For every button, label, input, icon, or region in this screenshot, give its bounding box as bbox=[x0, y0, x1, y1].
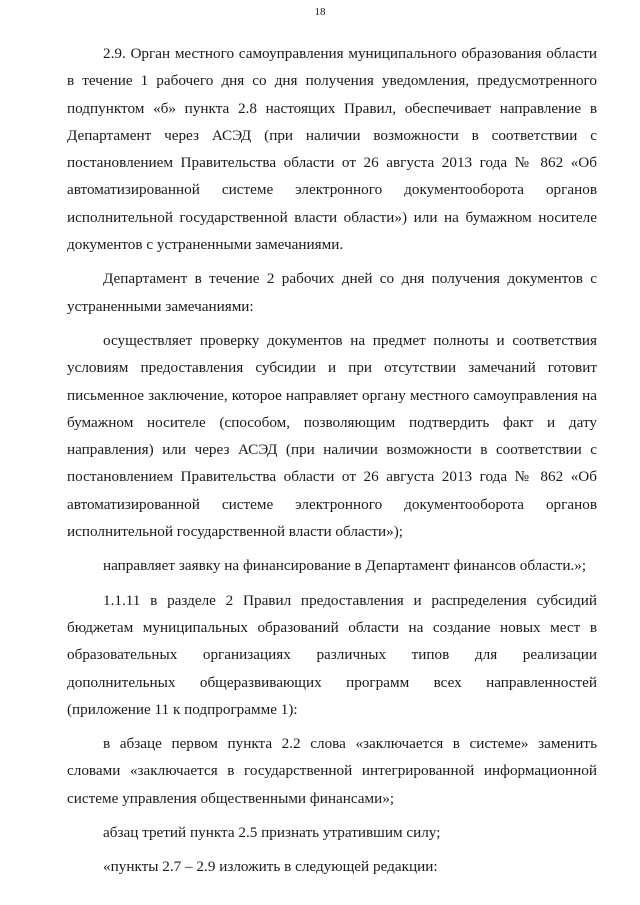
paragraph-1-1-11: 1.1.11 в разделе 2 Правил предоставления и распределения субсидий бюджетам муниципальных образований области на создание новых мест в образовательных организациях различных типов для реализации дополнительных общеразвивающих программ всех направленностей (приложение 11 к подпрограмме 1): bbox=[67, 591, 597, 718]
paragraph-check-documents: осуществляет проверку документов на предмет полноты и соответствия условиям предоставления субсидии и при отсутствии замечаний готовит письменное заключение, которое направляет органу местного самоуправления на бумажном носителе (способом, позволяющим подтвердить факт и дату направления) или через АСЭД (при наличии возможности в соответствии с постановлением Правительства области от 26 августа 2013 года № 862 «Об автоматизированной системе электронного документооборота органов исполнительной государственной власти области»); bbox=[67, 331, 597, 541]
paragraph-third-para-void: абзац третий пункта 2.5 признать утратившим силу; bbox=[103, 824, 441, 842]
paragraph-new-edition: «пункты 2.7 – 2.9 изложить в следующей редакции: bbox=[103, 858, 438, 876]
document-body bbox=[67, 40, 597, 881]
paragraph-2-9: 2.9. Орган местного самоуправления муниципального образования области в течение 1 рабочего дня со дня получения уведомления, предусмотренного подпунктом «б» пункта 2.8 настоящих Правил, обеспечивает направление в Департамент через АСЭД (при наличии возможности в соответствии с постановлением Правительства области от 26 августа 2013 года № 862 «Об автоматизированной системе электронного документооборота органов исполнительной государственной власти области») или на бумажном носителе документов с устраненными замечаниями. bbox=[67, 45, 597, 254]
paragraph-department-intro: Департамент в течение 2 рабочих дней со дня получения документов с устраненными замечаниями: bbox=[67, 270, 597, 315]
paragraph-first-para-change: в абзаце первом пункта 2.2 слова «заключается в системе» заменить словами «заключается в государственной интегрированной информационной системе управления общественными финансами»; bbox=[67, 735, 597, 807]
page-number: 18 bbox=[314, 6, 326, 18]
paragraph-send-request: направляет заявку на финансирование в Департамент финансов области.»; bbox=[103, 557, 587, 575]
